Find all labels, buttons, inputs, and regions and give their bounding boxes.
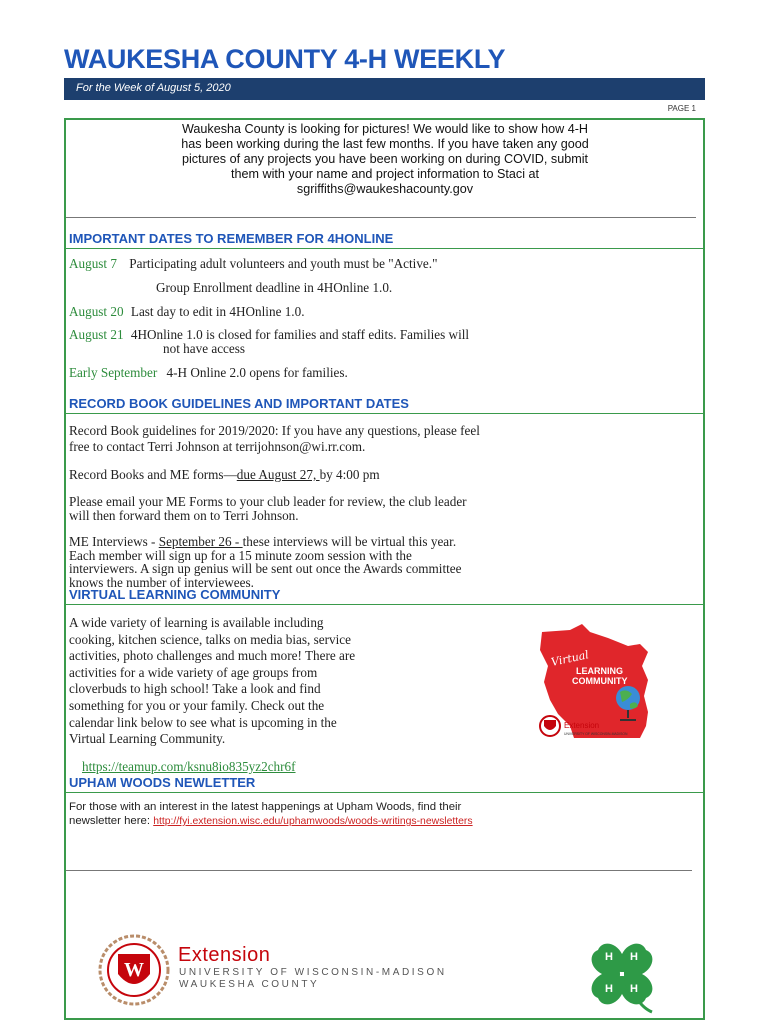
divider-rule <box>66 217 696 218</box>
text-line: free to contact Terri Johnson at terrijohnson@wi.rr.com. <box>69 438 366 454</box>
text-span: newsletter here: <box>69 815 154 827</box>
text-line: For those with an interest in the latest happenings at Upham Woods, find their <box>69 801 462 813</box>
vlc-virtual-word: Virtual <box>549 648 590 669</box>
intro-line: pictures of any projects you have been working on during COVID, submit <box>181 152 588 166</box>
svg-text:H: H <box>630 951 638 963</box>
record-deadline <box>69 468 380 482</box>
divider-rule <box>66 870 692 871</box>
text-span: Record Books and ME forms— <box>69 467 237 482</box>
date-item <box>156 281 392 295</box>
4h-clover-icon <box>572 934 672 1014</box>
date-label: August 20 <box>69 304 124 319</box>
svg-text:H: H <box>630 983 638 995</box>
teamup-link[interactable]: https://teamup.com/ksnu8io835yz2chr6f <box>82 759 296 774</box>
date-item <box>69 257 437 271</box>
intro-line: them with your name and project information to Staci at <box>231 167 539 181</box>
date-item <box>69 366 348 380</box>
upham-heading: UPHAM WOODS NEWLETTER <box>69 775 256 790</box>
text-line: Record Book guidelines for 2019/2020: If you have any questions, please feel <box>69 423 480 438</box>
intro-line: has been working during the last few months. If you have taken any good <box>181 137 589 151</box>
uw-crest-icon <box>540 716 560 736</box>
section-underline <box>66 604 703 605</box>
vlc-extension-word: Extension <box>564 721 600 730</box>
date-label: August 7 <box>69 256 117 271</box>
vlc-uw-word: UNIVERSITY OF WISCONSIN-MADISON <box>564 732 628 736</box>
text-line: will then forward them on to Terri Johnson. <box>69 507 299 523</box>
text-line: calendar link below to see what is upcoming in the <box>69 714 337 730</box>
text-span: these interviews will be virtual this year. <box>242 534 457 549</box>
text-line: Virtual Learning Community. <box>69 731 226 747</box>
vlc-calendar-link[interactable] <box>82 760 296 774</box>
text-line: cooking, kitchen science, talks on media bias, service <box>69 631 351 647</box>
text-line: A wide variety of learning is available including <box>69 615 324 630</box>
section-underline <box>66 792 703 793</box>
text-line: Please email your ME Forms to your club leader for review, the club leader <box>69 494 467 509</box>
vlc-wisconsin-graphic <box>530 622 690 742</box>
svg-text:H: H <box>605 951 613 963</box>
text-span: ME Interviews - <box>69 534 159 549</box>
text-span: by 4:00 pm <box>319 467 380 482</box>
svg-text:W: W <box>124 959 144 981</box>
date-text: 4-H Online 2.0 opens for families. <box>166 365 348 380</box>
upham-newsletter-link[interactable]: http://fyi.extension.wisc.edu/uphamwoods/woods-writings-newsletters <box>153 816 473 827</box>
footer-county-name: WAUKESHA COUNTY <box>179 979 320 990</box>
date-text-continued: not have access <box>163 341 246 356</box>
vlc-learning-word: LEARNING <box>576 666 623 676</box>
text-line: interviewers. A sign up genius will be sent out once the Awards committee <box>69 561 462 576</box>
section-underline <box>66 413 703 414</box>
record-paragraph <box>69 424 480 453</box>
text-line: something for you or your family. Check out the <box>69 697 325 713</box>
text-line: cloverbuds to high school! Take a look and find <box>69 681 321 697</box>
footer-university-name: UNIVERSITY OF WISCONSIN-MADISON <box>179 967 447 978</box>
me-interviews-paragraph <box>69 535 462 589</box>
vlc-heading: VIRTUAL LEARNING COMMUNITY <box>69 587 281 602</box>
date-item <box>69 305 305 319</box>
date-text: Participating adult volunteers and youth must be "Active." <box>129 256 438 271</box>
intro-line: Waukesha County is looking for pictures! We would like to show how 4-H <box>182 122 588 136</box>
due-date: due August 27, <box>236 467 320 482</box>
interview-date: September 26 - <box>158 534 243 549</box>
text-line: activities for a wide variety of age groups from <box>69 664 318 680</box>
newsletter-title: WAUKESHA COUNTY 4-H WEEKLY <box>64 44 506 74</box>
intro-paragraph <box>74 122 696 197</box>
page-number: PAGE 1 <box>667 104 696 113</box>
date-text: 4HOnline 1.0 is closed for families and staff edits. Families will <box>130 327 470 342</box>
intro-email: sgriffiths@waukeshacounty.gov <box>296 182 474 196</box>
date-label: Early September <box>69 365 158 380</box>
vlc-paragraph <box>69 615 355 748</box>
record-book-heading: RECORD BOOK GUIDELINES AND IMPORTANT DATES <box>69 396 409 411</box>
date-text: Last day to edit in 4HOnline 1.0. <box>130 304 305 319</box>
uw-crest-logo-icon <box>96 932 172 1008</box>
section-underline <box>66 248 703 249</box>
date-text: Group Enrollment deadline in 4HOnline 1.0. <box>156 280 393 295</box>
dates-heading: IMPORTANT DATES TO REMEMBER FOR 4HONLINE <box>69 231 394 246</box>
date-label: August 21 <box>69 327 124 342</box>
text-line: Each member will sign up for a 15 minute zoom session with the <box>69 547 412 563</box>
footer-extension-wordmark: Extension <box>178 944 271 966</box>
vlc-community-word: COMMUNITY <box>572 676 628 686</box>
date-item <box>69 328 469 342</box>
week-banner: For the Week of August 5, 2020 <box>64 78 705 100</box>
text-line: activities, photo challenges and much more! There are <box>69 648 356 664</box>
upham-paragraph <box>69 800 473 829</box>
svg-text:H: H <box>605 983 613 995</box>
record-paragraph <box>69 495 467 522</box>
text-line: knows the number of interviewees. <box>69 574 254 590</box>
